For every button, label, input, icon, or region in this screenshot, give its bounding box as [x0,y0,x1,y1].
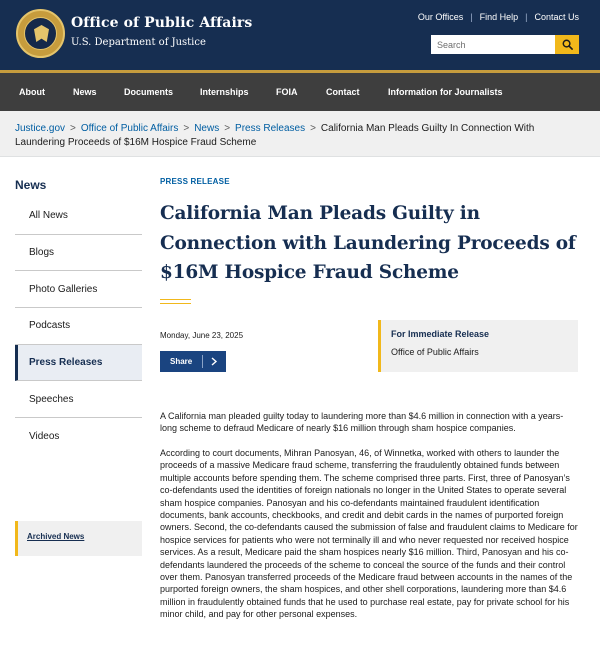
separator: | [525,12,528,22]
breadcrumb-separator: > [224,123,231,134]
org-subtitle: U.S. Department of Justice [71,37,206,48]
nav-foia[interactable]: FOIA [276,87,298,97]
article-paragraph: According to court documents, Mihran Panosyan, 46, of Winnetka, worked with others to launder the proceeds of a massive Medicare fraud scheme, transferring the fraudulently obtained funds between multiple accounts before spending them. The scheme comprised three parts. First, three of Panosyan’s co-defendants used the identities of foreign nationals no longer in the United States to operate several sham hospice companies. Panosyan and his co-defendants maintained fraudulent identification documents, bank accounts, checkbooks, and credit and debit cards in the names of purported foreign owners. Second, the co-defendants caused the submission of false and fraudulent claims to Medicare for hospice services for patients who were not terminally ill and who never requested nor received hospice services. As a result, Medicare paid the sham hospices nearly $16 million. Third, Panosyan and his co-defendants laundered the proceeds of the scheme to conceal the source of the funds and their control over them. Panosyan transferred proceeds of the Medicare fraud between accounts in the names of the purported foreign owners, the sham hospices, and other shell corporations, laundering more than $4.6 million in fraudulently obtained funds that he used to purchase real estate, pay for private school for his minor child, and pay for other personal expenses. [160,448,578,620]
chevron-right-icon [207,355,220,368]
sidebar-title: News [15,178,47,192]
sidebar-item-blogs[interactable]: Blogs [15,235,142,272]
sidebar-item-all-news[interactable]: All News [15,198,142,235]
share-divider [202,355,203,368]
article-eyebrow: PRESS RELEASE [160,177,230,186]
article-paragraph: A California man pleaded guilty today to laundering more than $4.6 million in connection with a years-long scheme to defraud Medicare of nearly $16 million through sham hospice companies. [160,411,564,434]
article-date: Monday, June 23, 2025 [160,331,244,340]
article-headline: California Man Pleads Guilty in Connection with Laundering Proceeds of $16M Hospice Fraud Scheme [160,203,576,283]
nav-internships[interactable]: Internships [200,87,249,97]
sidebar-item-podcasts[interactable]: Podcasts [15,308,142,345]
nav-journalists[interactable]: Information for Journalists [388,87,503,97]
utility-links [411,12,579,22]
nav-documents[interactable]: Documents [124,87,174,97]
breadcrumb-press-releases[interactable]: Press Releases [235,123,306,134]
sidebar-item-speeches[interactable]: Speeches [15,381,142,418]
eagle-icon [34,25,49,42]
site-header [0,0,600,70]
nav-about[interactable]: About [19,87,45,97]
breadcrumb-opa[interactable]: Office of Public Affairs [80,123,179,134]
breadcrumb-separator: > [310,123,316,134]
doj-seal-icon[interactable] [16,9,65,58]
search-button[interactable] [555,35,579,54]
sidebar-item-videos[interactable]: Videos [29,430,60,442]
release-title: For Immediate Release [391,329,490,339]
breadcrumb [0,111,600,157]
our-offices-link[interactable]: Our Offices [417,12,464,22]
archived-news-link[interactable]: Archived News [15,521,142,556]
breadcrumb-separator: > [70,123,76,134]
breadcrumb-justice-gov[interactable]: Justice.gov [15,123,66,134]
accent-divider [160,299,191,304]
breadcrumb-current: California Man Pleads Guilty In Connection With Laundering Proceeds of $16M Hospice Fraud Scheme [15,123,535,148]
share-label: Share [170,357,193,366]
org-title[interactable]: Office of Public Affairs [71,15,253,31]
release-info-box [378,320,578,372]
share-button[interactable] [160,351,226,372]
sidebar-item-press-releases[interactable]: Press Releases [15,345,142,382]
sidebar-nav [15,198,142,455]
breadcrumb-separator: > [183,123,190,134]
sidebar-item-photo-galleries[interactable]: Photo Galleries [15,271,142,308]
seal-inner [24,17,57,50]
release-office: Office of Public Affairs [391,347,479,357]
search-input[interactable] [431,35,555,54]
nav-news[interactable]: News [73,87,97,97]
main-nav [0,70,600,111]
find-help-link[interactable]: Find Help [479,12,519,22]
breadcrumb-news[interactable]: News [194,123,220,134]
contact-us-link[interactable]: Contact Us [534,12,579,22]
separator: | [470,12,473,22]
nav-contact[interactable]: Contact [326,87,360,97]
search-icon [562,39,573,50]
search-box [431,35,579,54]
